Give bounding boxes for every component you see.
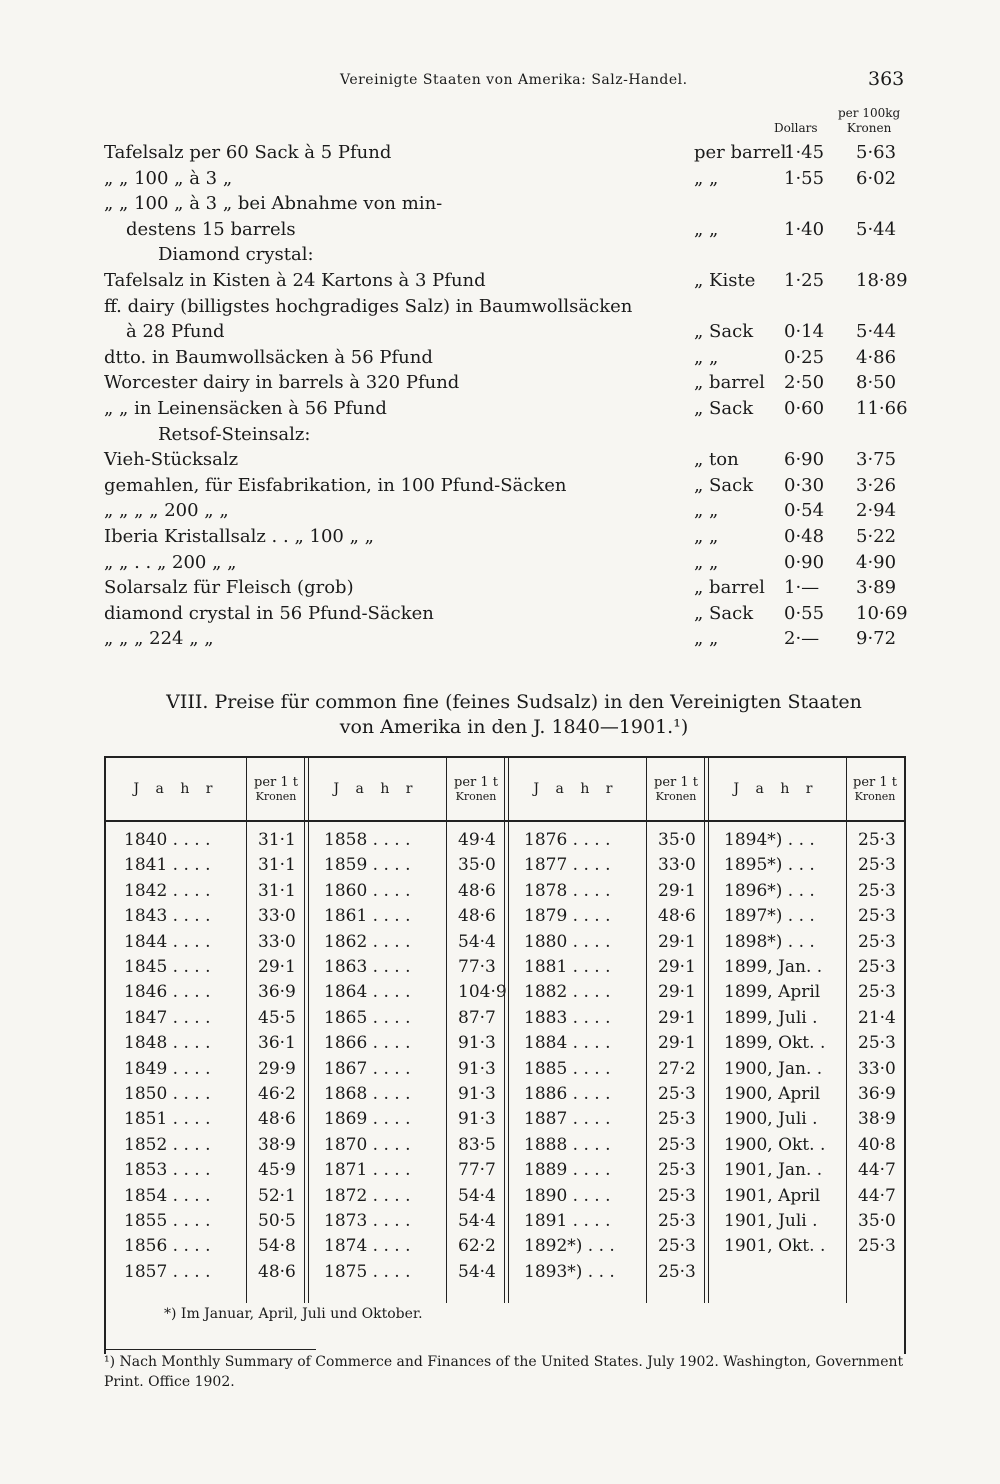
table-row — [106, 1059, 904, 1084]
table-cell-price: 38·9 — [258, 1134, 296, 1155]
table-cell-price: 35·0 — [858, 1211, 896, 1231]
table-cell-price: 25·3 — [858, 957, 896, 977]
price-list-item: Diamond crystal: — [158, 244, 314, 266]
price-list-item: Tafelsalz per 60 Sack à 5 Pfund — [104, 142, 392, 163]
table-header-price-unit: Kronen — [854, 790, 896, 803]
price-list-unit: „ „ — [694, 500, 719, 522]
price-list-item: „ „ in Leinensäcken à 56 Pfund — [104, 398, 387, 419]
price-list-kronen: 11·66 — [856, 398, 908, 419]
table-cell-year: 1844 . . . . — [124, 931, 211, 952]
price-list-row — [0, 449, 1000, 475]
table-cell-year: 1870 . . . . — [324, 1134, 411, 1155]
price-list-kronen: 6·02 — [856, 167, 897, 189]
price-list-row — [0, 526, 1000, 552]
table-header-price-unit: Kronen — [255, 790, 297, 803]
table-cell-year: 1840 . . . . — [124, 830, 211, 850]
table-header-year: J a h r — [733, 781, 819, 797]
table-cell-year: 1848 . . . . — [124, 1033, 211, 1054]
table-cell-year: 1901, Jan. . — [724, 1160, 823, 1181]
table-cell-year: 1853 . . . . — [124, 1160, 211, 1181]
price-list-item: gemahlen, für Eisfabrikation, in 100 Pfund-Säcken — [104, 474, 567, 496]
table-cell-year: 1899, Juli . — [724, 1007, 818, 1028]
table-cell-year: 1887 . . . . — [524, 1109, 611, 1130]
table-cell-year: 1881 . . . . — [524, 957, 611, 977]
price-list-kronen: 3·89 — [856, 577, 897, 599]
footnote-source: ¹) Nach Monthly Summary of Commerce and Finances of the United States. July 1902. Washington, Government Print. Office 1902. — [104, 1354, 904, 1390]
price-list-dollars: 1·45 — [784, 142, 825, 163]
price-list-kronen: 3·75 — [856, 449, 897, 471]
table-cell-year: 1841 . . . . — [124, 855, 211, 876]
table-cell-price: 91·3 — [458, 1058, 496, 1079]
table-cell-year: 1885 . . . . — [524, 1058, 611, 1079]
table-cell-year: 1869 . . . . — [324, 1109, 411, 1130]
table-cell-year: 1866 . . . . — [324, 1033, 411, 1054]
price-list-kronen: 9·72 — [856, 628, 897, 650]
price-list-row — [0, 270, 1000, 296]
price-list-item: destens 15 barrels — [126, 218, 296, 240]
table-row — [106, 830, 904, 855]
table-cell-price: 35·0 — [658, 830, 696, 850]
table-cell-price: 48·6 — [458, 880, 496, 901]
price-list-kronen: 5·44 — [856, 218, 897, 240]
table-cell-price: 27·2 — [658, 1058, 696, 1079]
table-cell-year: 1874 . . . . — [324, 1236, 411, 1257]
table-cell-price: 87·7 — [458, 1007, 496, 1028]
price-list-row — [0, 244, 1000, 270]
table-cell-price: 45·5 — [258, 1007, 296, 1028]
table-cell-price: 35·0 — [458, 855, 496, 876]
table-header-year: J a h r — [333, 781, 419, 797]
price-list-item: à 28 Pfund — [126, 321, 225, 343]
table-cell-price: 83·5 — [458, 1134, 496, 1155]
table-cell-price: 49·4 — [458, 830, 496, 850]
table-cell-price: 25·3 — [858, 1033, 896, 1054]
price-list-kronen: 5·44 — [856, 321, 897, 343]
table-header-price — [846, 758, 904, 820]
price-list-row — [0, 603, 1000, 629]
table-cell-year: 1901, Okt. . — [724, 1236, 826, 1257]
price-list-row — [0, 424, 1000, 450]
table-row — [106, 932, 904, 957]
table-cell-price: 25·3 — [858, 880, 896, 901]
table-cell-price: 54·4 — [458, 1261, 496, 1282]
table-row — [106, 1262, 904, 1287]
price-list-item: Tafelsalz in Kisten à 24 Kartons à 3 Pfund — [104, 270, 486, 291]
table-cell-year: 1899, Jan. . — [724, 957, 823, 977]
table-header-price-label: per 1 t — [454, 775, 498, 790]
table-header-price-unit: Kronen — [455, 790, 497, 803]
price-list-item: „ „ „ 224 „ „ — [104, 628, 214, 650]
price-list-unit: „ Kiste — [694, 270, 756, 291]
price-list-dollars: 0·48 — [784, 526, 825, 547]
table-cell-price: 25·3 — [858, 1236, 896, 1257]
table-cell-price: 29·1 — [658, 982, 696, 1003]
table-cell-year: 1867 . . . . — [324, 1058, 411, 1079]
table-cell-year: 1856 . . . . — [124, 1236, 211, 1257]
table-cell-year: 1858 . . . . — [324, 830, 411, 850]
table-cell-price: 25·3 — [658, 1185, 696, 1206]
table-cell-year: 1891 . . . . — [524, 1211, 611, 1231]
table-cell-price: 36·9 — [258, 982, 296, 1003]
price-list-unit: „ „ — [694, 218, 719, 240]
price-list-row — [0, 347, 1000, 373]
price-list-unit: „ „ — [694, 167, 719, 189]
price-list-item: „ „ 100 „ à 3 „ — [104, 167, 233, 189]
table-row — [106, 1084, 904, 1109]
price-list-dollars: 0·30 — [784, 474, 825, 496]
table-cell-price: 48·6 — [658, 906, 696, 927]
table-cell-year: 1843 . . . . — [124, 906, 211, 927]
table-cell-price: 62·2 — [458, 1236, 496, 1257]
price-list-unit: „ Sack — [694, 602, 754, 624]
page-number: 363 — [868, 68, 905, 90]
price-list-kronen: 5·63 — [856, 142, 897, 163]
table-cell-year: 1888 . . . . — [524, 1134, 611, 1155]
price-list-row — [0, 372, 1000, 398]
price-list-unit: „ „ — [694, 628, 719, 650]
column-header-per-100kg — [838, 106, 900, 136]
price-list-row — [0, 398, 1000, 424]
price-list-unit: „ ton — [694, 449, 739, 471]
table-cell-year: 1871 . . . . — [324, 1160, 411, 1181]
table-cell-year: 1878 . . . . — [524, 880, 611, 901]
table-cell-price: 29·9 — [258, 1058, 296, 1079]
table-cell-year: 1864 . . . . — [324, 982, 411, 1003]
price-list-dollars: 1·— — [784, 577, 820, 599]
table-cell-price: 25·3 — [658, 1134, 696, 1155]
price-list-row — [0, 321, 1000, 347]
price-list-row — [0, 500, 1000, 526]
table-header-year: J a h r — [133, 781, 219, 797]
table-cell-price: 33·0 — [658, 855, 696, 876]
table-cell-year: 1894*) . . . — [724, 830, 815, 850]
price-list-item: Retsof-Steinsalz: — [158, 423, 311, 445]
table-cell-price: 91·3 — [458, 1033, 496, 1054]
table-cell-year: 1865 . . . . — [324, 1007, 411, 1028]
table-cell-price: 33·0 — [858, 1058, 896, 1079]
section-title-line-1: VIII. Preise für common fine (feines Sudsalz) in den Vereinigten Staaten — [166, 691, 862, 713]
price-list-item: Iberia Kristallsalz . . „ 100 „ „ — [104, 526, 374, 547]
table-cell-price: 25·3 — [858, 982, 896, 1003]
table-header-price — [446, 758, 506, 820]
table-cell-year: 1900, April — [724, 1084, 821, 1104]
table-cell-price: 25·3 — [658, 1261, 696, 1282]
table-cell-price: 29·1 — [658, 957, 696, 977]
price-list-kronen: 4·90 — [856, 551, 897, 573]
price-list-dollars: 0·25 — [784, 346, 825, 368]
table-cell-price: 44·7 — [858, 1185, 896, 1206]
price-list-item: Solarsalz für Fleisch (grob) — [104, 577, 354, 599]
table-cell-year: 1901, April — [724, 1185, 821, 1206]
table-row — [106, 1008, 904, 1033]
table-cell-year: 1847 . . . . — [124, 1007, 211, 1028]
table-cell-year: 1883 . . . . — [524, 1007, 611, 1028]
price-list-unit: „ barrel — [694, 372, 765, 394]
table-cell-year: 1886 . . . . — [524, 1084, 611, 1104]
table-row — [106, 1135, 904, 1160]
price-list-row — [0, 296, 1000, 322]
table-cell-price: 29·1 — [258, 957, 296, 977]
price-list-row — [0, 142, 1000, 168]
table-cell-year: 1900, Okt. . — [724, 1134, 826, 1155]
price-list-item: „ „ „ „ 200 „ „ — [104, 500, 229, 522]
table-cell-price: 25·3 — [858, 855, 896, 876]
table-cell-price: 33·0 — [258, 931, 296, 952]
section-title — [104, 690, 924, 740]
table-cell-year: 1899, Okt. . — [724, 1033, 826, 1054]
table-cell-year: 1900, Juli . — [724, 1109, 818, 1130]
price-list-item: Worcester dairy in barrels à 320 Pfund — [104, 372, 460, 394]
table-cell-price: 48·6 — [258, 1261, 296, 1282]
table-cell-price: 48·6 — [458, 906, 496, 927]
column-header-per-100kg-label: per 100kg — [838, 106, 901, 120]
table-cell-price: 25·3 — [658, 1109, 696, 1130]
price-list-row — [0, 577, 1000, 603]
table-header-price-label: per 1 t — [254, 775, 298, 790]
table-header-price-label: per 1 t — [654, 775, 698, 790]
table-cell-year: 1862 . . . . — [324, 931, 411, 952]
price-list-dollars: 2·50 — [784, 372, 825, 394]
table-cell-price: 31·1 — [258, 880, 296, 901]
table-row — [106, 1109, 904, 1134]
table-row — [106, 957, 904, 982]
price-list-kronen: 2·94 — [856, 500, 897, 522]
price-list-row — [0, 193, 1000, 219]
price-list-dollars: 0·55 — [784, 602, 825, 624]
table-cell-year: 1861 . . . . — [324, 906, 411, 927]
table-cell-price: 25·3 — [858, 830, 896, 850]
table-cell-price: 21·4 — [858, 1007, 896, 1028]
table-row — [106, 982, 904, 1007]
footnote-divider — [104, 1349, 316, 1350]
table-cell-price: 77·7 — [458, 1160, 496, 1181]
price-list-item: dtto. in Baumwollsäcken à 56 Pfund — [104, 346, 433, 368]
price-list-unit: „ „ — [694, 346, 719, 368]
price-list-item: „ „ 100 „ à 3 „ bei Abnahme von min- — [104, 193, 443, 215]
table-cell-year: 1895*) . . . — [724, 855, 815, 876]
table-cell-price: 25·3 — [858, 906, 896, 927]
table-cell-year: 1860 . . . . — [324, 880, 411, 901]
price-list-row — [0, 168, 1000, 194]
price-list-row — [0, 552, 1000, 578]
price-list-kronen: 18·89 — [856, 270, 908, 291]
table-cell-year: 1896*) . . . — [724, 880, 815, 901]
price-list-item: diamond crystal in 56 Pfund-Säcken — [104, 602, 434, 624]
table-cell-year: 1897*) . . . — [724, 906, 815, 927]
table-cell-year: 1851 . . . . — [124, 1109, 211, 1130]
price-list-kronen: 8·50 — [856, 372, 897, 394]
price-list-dollars: 0·60 — [784, 398, 825, 419]
table-header-price — [246, 758, 306, 820]
table-cell-year: 1868 . . . . — [324, 1084, 411, 1104]
price-list-kronen: 3·26 — [856, 474, 897, 496]
table-cell-price: 36·1 — [258, 1033, 296, 1054]
table-cell-price: 25·3 — [858, 931, 896, 952]
price-list-dollars: 1·25 — [784, 270, 825, 291]
table-cell-year: 1877 . . . . — [524, 855, 611, 876]
table-cell-year: 1859 . . . . — [324, 855, 411, 876]
table-row — [106, 1236, 904, 1261]
table-cell-year: 1898*) . . . — [724, 931, 815, 952]
price-history-table — [104, 756, 906, 1354]
table-cell-price: 52·1 — [258, 1185, 296, 1206]
price-list-unit: per barrel — [694, 142, 787, 163]
table-cell-year: 1893*) . . . — [524, 1261, 615, 1282]
table-cell-price: 44·7 — [858, 1160, 896, 1181]
column-header-dollars: Dollars — [774, 121, 818, 135]
table-cell-year: 1879 . . . . — [524, 906, 611, 927]
price-list-row — [0, 628, 1000, 654]
table-cell-year: 1901, Juli . — [724, 1211, 818, 1231]
price-list-dollars: 0·90 — [784, 551, 825, 573]
table-row — [106, 1160, 904, 1185]
table-cell-year: 1849 . . . . — [124, 1058, 211, 1079]
price-list-row — [0, 475, 1000, 501]
table-row — [106, 881, 904, 906]
table-header-price-label: per 1 t — [853, 775, 897, 790]
table-header-price-unit: Kronen — [655, 790, 697, 803]
price-list-item: Vieh-Stücksalz — [104, 449, 239, 471]
table-cell-price: 40·8 — [858, 1134, 896, 1155]
table-cell-price: 45·9 — [258, 1160, 296, 1181]
price-list-dollars: 6·90 — [784, 449, 825, 471]
table-cell-year: 1845 . . . . — [124, 957, 211, 977]
table-header-price — [646, 758, 706, 820]
table-cell-price: 50·5 — [258, 1211, 296, 1231]
price-list-unit: „ Sack — [694, 398, 754, 419]
price-list-kronen: 5·22 — [856, 526, 897, 547]
table-footnote-star: *) Im Januar, April, Juli und Oktober. — [164, 1306, 423, 1322]
table-cell-year: 1875 . . . . — [324, 1261, 411, 1282]
table-row — [106, 1186, 904, 1211]
table-cell-year: 1876 . . . . — [524, 830, 611, 850]
table-cell-price: 54·8 — [258, 1236, 296, 1257]
table-cell-price: 29·1 — [658, 931, 696, 952]
table-cell-price: 29·1 — [658, 880, 696, 901]
table-cell-year: 1863 . . . . — [324, 957, 411, 977]
column-header-kronen: Kronen — [846, 121, 892, 135]
table-cell-year: 1846 . . . . — [124, 982, 211, 1003]
table-cell-price: 104·9 — [458, 982, 507, 1003]
price-list-unit: „ „ — [694, 551, 719, 573]
table-cell-year: 1889 . . . . — [524, 1160, 611, 1181]
table-header-year: J a h r — [533, 781, 619, 797]
table-row — [106, 906, 904, 931]
table-cell-price: 38·9 — [858, 1109, 896, 1130]
table-cell-price: 54·4 — [458, 1211, 496, 1231]
table-cell-price: 31·1 — [258, 830, 296, 850]
table-cell-price: 91·3 — [458, 1084, 496, 1104]
table-cell-price: 29·1 — [658, 1033, 696, 1054]
table-cell-price: 54·4 — [458, 1185, 496, 1206]
price-list-kronen: 4·86 — [856, 346, 897, 368]
table-cell-price: 29·1 — [658, 1007, 696, 1028]
table-cell-year: 1872 . . . . — [324, 1185, 411, 1206]
price-list-unit: „ „ — [694, 526, 719, 547]
table-cell-price: 31·1 — [258, 855, 296, 876]
table-cell-price: 46·2 — [258, 1084, 296, 1104]
price-list-dollars: 0·14 — [784, 321, 825, 343]
table-cell-year: 1900, Jan. . — [724, 1058, 823, 1079]
price-list-row — [0, 219, 1000, 245]
price-list-unit: „ Sack — [694, 321, 754, 343]
table-row — [106, 1211, 904, 1236]
price-list-item: ff. dairy (billigstes hochgradiges Salz) in Baumwollsäcken — [104, 295, 633, 317]
price-list-dollars: 0·54 — [784, 500, 825, 522]
table-cell-year: 1857 . . . . — [124, 1261, 211, 1282]
table-cell-price: 54·4 — [458, 931, 496, 952]
table-cell-price: 33·0 — [258, 906, 296, 927]
table-cell-year: 1880 . . . . — [524, 931, 611, 952]
table-cell-year: 1854 . . . . — [124, 1185, 211, 1206]
table-cell-year: 1852 . . . . — [124, 1134, 211, 1155]
table-cell-year: 1884 . . . . — [524, 1033, 611, 1054]
price-list-unit: „ Sack — [694, 474, 754, 496]
table-cell-year: 1882 . . . . — [524, 982, 611, 1003]
table-cell-price: 48·6 — [258, 1109, 296, 1130]
table-cell-year: 1892*) . . . — [524, 1236, 615, 1257]
table-cell-price: 77·3 — [458, 957, 496, 977]
price-list-kronen: 10·69 — [856, 602, 908, 624]
table-cell-price: 91·3 — [458, 1109, 496, 1130]
table-cell-year: 1842 . . . . — [124, 880, 211, 901]
section-title-line-2: von Amerika in den J. 1840—1901.¹) — [339, 716, 689, 738]
table-cell-price: 25·3 — [658, 1236, 696, 1257]
table-cell-year: 1890 . . . . — [524, 1185, 611, 1206]
table-cell-year: 1850 . . . . — [124, 1084, 211, 1104]
price-list-unit: „ barrel — [694, 577, 765, 599]
table-row — [106, 1033, 904, 1058]
table-cell-price: 25·3 — [658, 1211, 696, 1231]
table-cell-price: 25·3 — [658, 1160, 696, 1181]
price-list-dollars: 1·55 — [784, 167, 825, 189]
table-cell-price: 36·9 — [858, 1084, 896, 1104]
table-cell-price: 25·3 — [658, 1084, 696, 1104]
table-cell-year: 1873 . . . . — [324, 1211, 411, 1231]
table-cell-year: 1899, April — [724, 982, 821, 1003]
running-head: Vereinigte Staaten von Amerika: Salz-Handel. — [340, 72, 688, 88]
table-cell-year: 1855 . . . . — [124, 1211, 211, 1231]
price-list-dollars: 2·— — [784, 628, 820, 650]
price-list-dollars: 1·40 — [784, 218, 825, 240]
price-list-item: „ „ . . „ 200 „ „ — [104, 551, 237, 573]
table-row — [106, 855, 904, 880]
